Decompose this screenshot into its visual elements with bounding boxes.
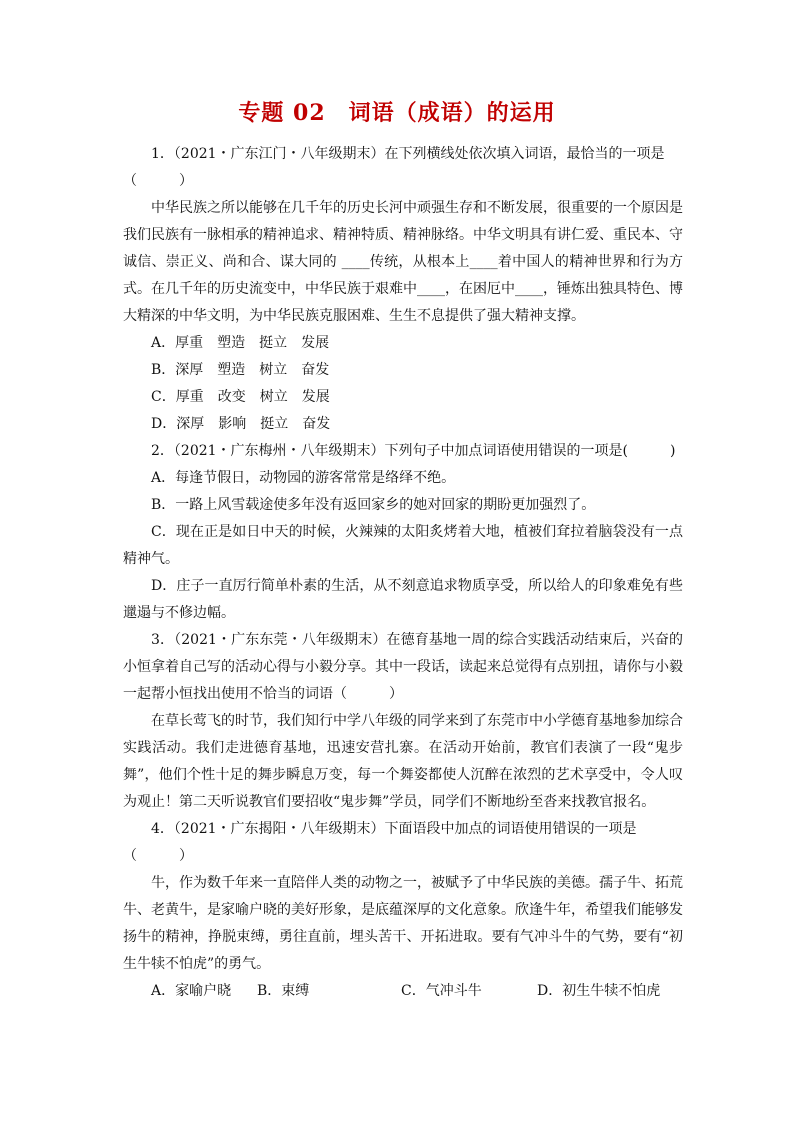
question-2-option-a: A．每逢节假日，动物园的游客常常是络绎不绝。 [151, 470, 456, 486]
page-title: 专题 02 词语（成语）的运用 [238, 100, 556, 126]
question-1-passage: 中华民族之所以能够在几千年的历史长河中顽强生存和不断发展，很重要的一个原因是我们民族有一脉相承的精神追求、精神特质、精神脉络。中华文明具有讲仁爱、重民本、守诚信、崇正义、尚和合、谋大同的 ____传统，从根本上____着中国人的精神世界和行为方式。在几千年的历史流变中，中华民族于艰难中____，在困厄中____，锤炼出独具特色、博大精深的中华文明，为中华民族克服困难、生生不息提供了强大精神支撑。 [123, 200, 683, 324]
question-1-stem: 1．（2021・广东江门・八年级期末）在下列横线处依次填入词语，最恰当的一项是 [151, 146, 665, 162]
question-4-option-b: B．束缚 [257, 983, 310, 999]
question-4-options [123, 978, 683, 1005]
question-4-stem: 4．（2021・广东揭阳・八年级期末）下面语段中加点的词语使用错误的一项是 [151, 821, 637, 837]
question-2-option-d: D．庄子一直厉行简单朴素的生活，从不刻意追求物质享受，所以给人的印象难免有些邋遢与不修边幅。 [123, 578, 683, 621]
question-1-option-c: C．厚重 改变 树立 发展 [151, 389, 330, 405]
question-1-answer-bracket: （ ） [123, 173, 193, 189]
question-2-option-c: C．现在正是如日中天的时候，火辣辣的太阳炙烤着大地，植被们耷拉着脑袋没有一点精神气。 [123, 524, 683, 567]
question-2-option-b: B．一路上风雪载途使多年没有返回家乡的她对回家的期盼更加强烈了。 [151, 497, 596, 513]
question-3-stem: 3．（2021・广东东莞・八年级期末）在德育基地一周的综合实践活动结束后，兴奋的小恒拿着自己写的活动心得与小毅分享。其中一段话，读起来总觉得有点别扭，请你与小毅一起帮小恒找出使用不恰当的词语（ ） [123, 632, 683, 702]
question-1-option-b: B．深厚 塑造 树立 奋发 [151, 362, 330, 378]
question-4-option-a: A．家喻户晓 [151, 983, 232, 999]
question-4-answer-bracket: （ ） [123, 848, 193, 864]
document-body [123, 141, 683, 1005]
question-2-stem: 2．（2021・广东梅州・八年级期末）下列句子中加点词语使用错误的一项是( ) [151, 443, 676, 459]
question-1-option-d: D．深厚 影响 挺立 奋发 [151, 416, 331, 432]
question-4-option-d: D．初生牛犊不怕虎 [537, 983, 661, 999]
question-3-passage: 在草长莺飞的时节，我们知行中学八年级的同学来到了东莞市中小学德育基地参加综合实践活动。我们走进德育基地，迅速安营扎寨。在活动开始前，教官们表演了一段“鬼步舞”，他们个性十足的舞步瞬息万变，每一个舞姿都使人沉醉在浓烈的艺术享受中，令人叹为观止！第二天听说教官们要招收“鬼步舞”学员，同学们不断地纷至沓来找教官报名。 [123, 713, 683, 810]
question-1-option-a: A．厚重 塑造 挺立 发展 [151, 335, 330, 351]
question-4-option-c: C．气冲斗牛 [401, 983, 482, 999]
question-4-passage: 牛，作为数千年来一直陪伴人类的动物之一，被赋予了中华民族的美德。孺子牛、拓荒牛、老黄牛，是家喻户晓的美好形象，是底蕴深厚的文化意象。欣逢牛年，希望我们能够发扬牛的精神，挣脱束缚，勇往直前，埋头苦干、开拓进取。要有气冲斗牛的气势，要有“初生牛犊不怕虎”的勇气。 [123, 875, 683, 972]
